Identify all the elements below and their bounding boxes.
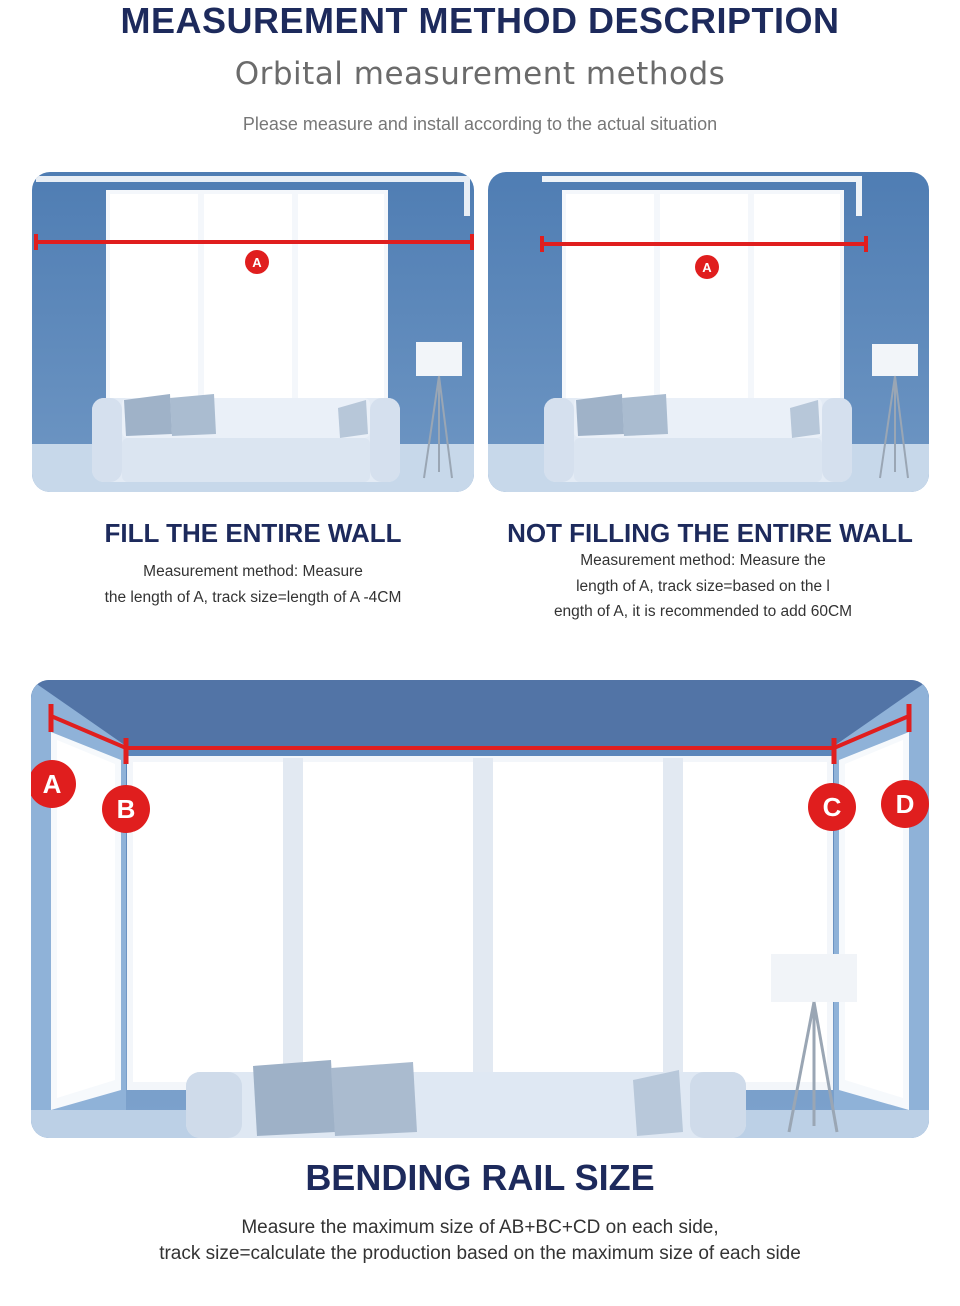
bay-window (51, 732, 909, 1110)
window (562, 190, 844, 412)
bending-rail-line: track size=calculate the production based on the maximum size of each side (159, 1243, 801, 1264)
bending-rail-illustration (31, 680, 929, 1138)
partial-wall-title: NOT FILLING THE ENTIRE WALL (507, 518, 913, 548)
instruction-text: Please measure and install according to the actual situation (242, 114, 718, 134)
partial-wall-line: Measurement method: Measure the (580, 552, 826, 569)
fill-wall-title: FILL THE ENTIRE WALL (104, 518, 402, 548)
curtain-track (36, 176, 470, 182)
marker-c-label: C (822, 792, 842, 822)
bending-rail-title: BENDING RAIL SIZE (305, 1157, 655, 1198)
marker-b-label: B (116, 794, 136, 824)
curtain-track (542, 176, 862, 182)
marker-a-label: A (42, 769, 62, 799)
marker-d-label: D (895, 789, 915, 819)
window (106, 190, 388, 412)
fill-wall-illustration (32, 172, 474, 492)
marker-a-label: A (702, 260, 712, 275)
sofa (92, 394, 400, 482)
partial-wall-illustration (488, 172, 929, 492)
fill-wall-description (32, 559, 474, 610)
page-title: MEASUREMENT METHOD DESCRIPTION (120, 0, 840, 41)
ceiling (31, 680, 929, 746)
sofa (544, 394, 852, 482)
bending-rail-description (0, 1215, 960, 1267)
marker-a-label: A (252, 255, 262, 270)
fill-wall-line: the length of A, track size=length of A -4CM (104, 588, 402, 606)
page-subtitle: Orbital measurement methods (234, 56, 726, 92)
partial-wall-description (488, 548, 918, 625)
partial-wall-line: ength of A, it is recommended to add 60CM (553, 603, 853, 620)
bending-rail-line: Measure the maximum size of AB+BC+CD on each side, (241, 1217, 719, 1238)
partial-wall-line: length of A, track size=based on the l (576, 577, 830, 595)
fill-wall-line: Measurement method: Measure (143, 563, 363, 580)
